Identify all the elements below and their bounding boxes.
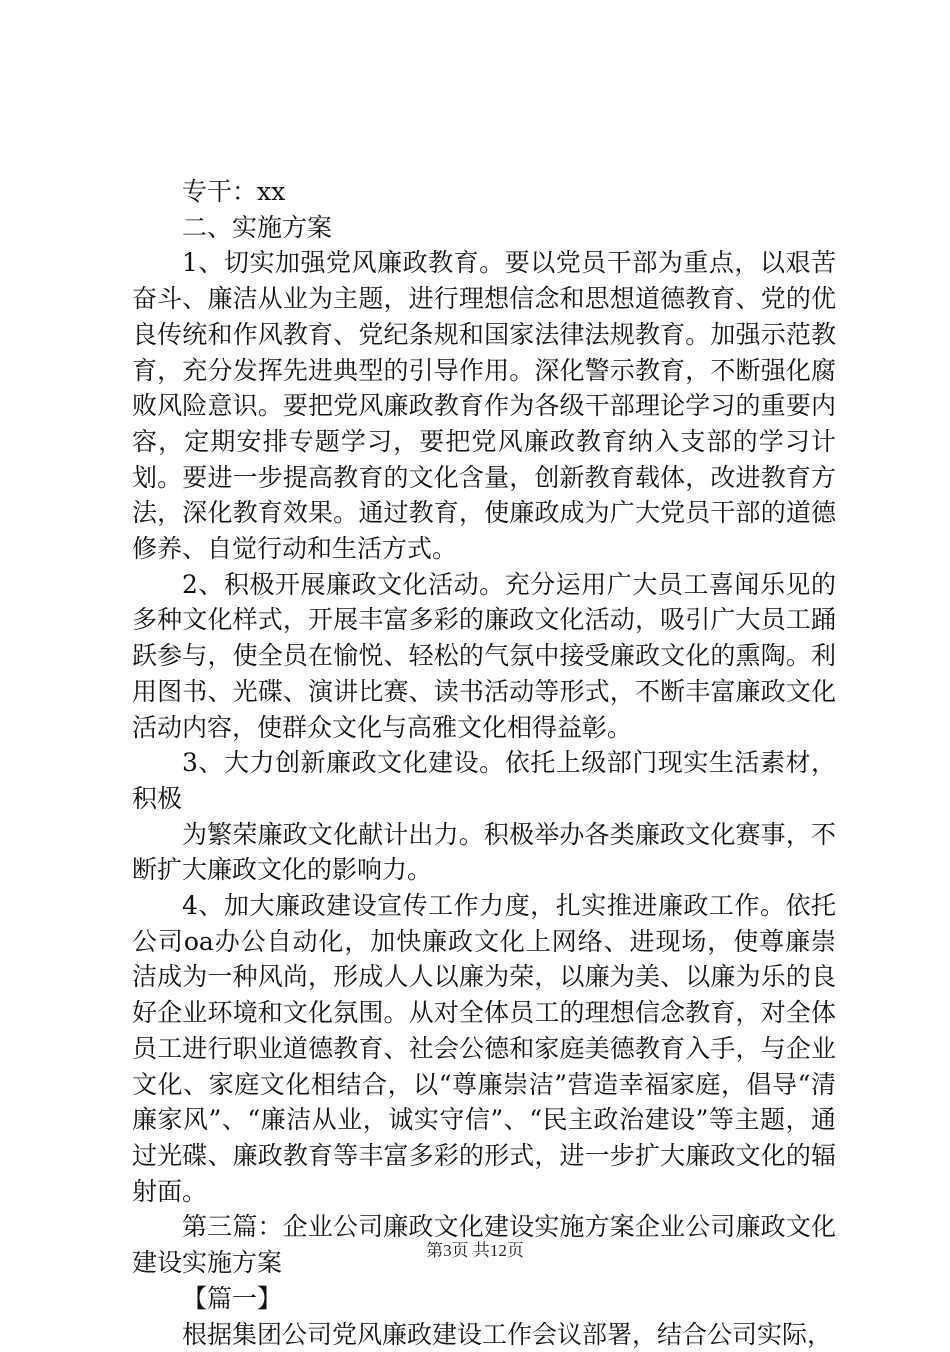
chapter-title: 第三篇：企业公司廉政文化建设实施方案企业公司廉政文化建设实施方案 — [132, 1209, 836, 1280]
part-label: 【篇一】 — [132, 1281, 836, 1317]
paragraph-item-3-continued: 为繁荣廉政文化献计出力。积极举办各类廉政文化赛事，不断扩大廉政文化的影响力。 — [132, 817, 836, 888]
page-number-footer: 第3页 共12页 — [0, 1236, 950, 1261]
paragraph-intro: 根据集团公司党风廉政建设工作会议部署，结合公司实际， — [132, 1317, 836, 1352]
paragraph-item-2: 2、积极开展廉政文化活动。充分运用广大员工喜闻乐见的多种文化样式，开展丰富多彩的廉政文化活动，吸引广大员工踊跃参与，使全员在愉悦、轻松的气氛中接受廉政文化的熏陶。利用图书、光碟、演讲比赛、读书活动等形式，不断丰富廉政文化活动内容，使群众文化与高雅文化相得益彰。 — [132, 567, 836, 746]
staff-line: 专干：xx — [132, 174, 836, 210]
paragraph-item-1: 1、切实加强党风廉政教育。要以党员干部为重点，以艰苦奋斗、廉洁从业为主题，进行理想信念和思想道德教育、党的优良传统和作风教育、党纪条规和国家法律法规教育。加强示范教育，充分发挥先进典型的引导作用。深化警示教育，不断强化腐败风险意识。要把党风廉政教育作为各级干部理论学习的重要内容，定期安排专题学习，要把党风廉政教育纳入支部的学习计划。要进一步提高教育的文化含量，创新教育载体，改进教育方法，深化教育效果。通过教育，使廉政成为广大党员干部的道德修养、自觉行动和生活方式。 — [132, 245, 836, 566]
document-body — [132, 174, 836, 1352]
paragraph-item-4: 4、加大廉政建设宣传工作力度，扎实推进廉政工作。依托公司oa办公自动化，加快廉政文化上网络、进现场，使尊廉崇洁成为一种风尚，形成人人以廉为荣，以廉为美、以廉为乐的良好企业环境和文化氛围。从对全体员工的理想信念教育，对全体员工进行职业道德教育、社会公德和家庭美德教育入手，与企业文化、家庭文化相结合，以“尊廉崇洁”营造幸福家庭，倡导“清廉家风”、“廉洁从业，诚实守信”、“民主政治建设”等主题，通过光碟、廉政教育等丰富多彩的形式，进一步扩大廉政文化的辐射面。 — [132, 888, 836, 1209]
paragraph-item-3: 3、大力创新廉政文化建设。依托上级部门现实生活素材，积极 — [132, 745, 836, 816]
section-heading: 二、实施方案 — [132, 210, 836, 246]
